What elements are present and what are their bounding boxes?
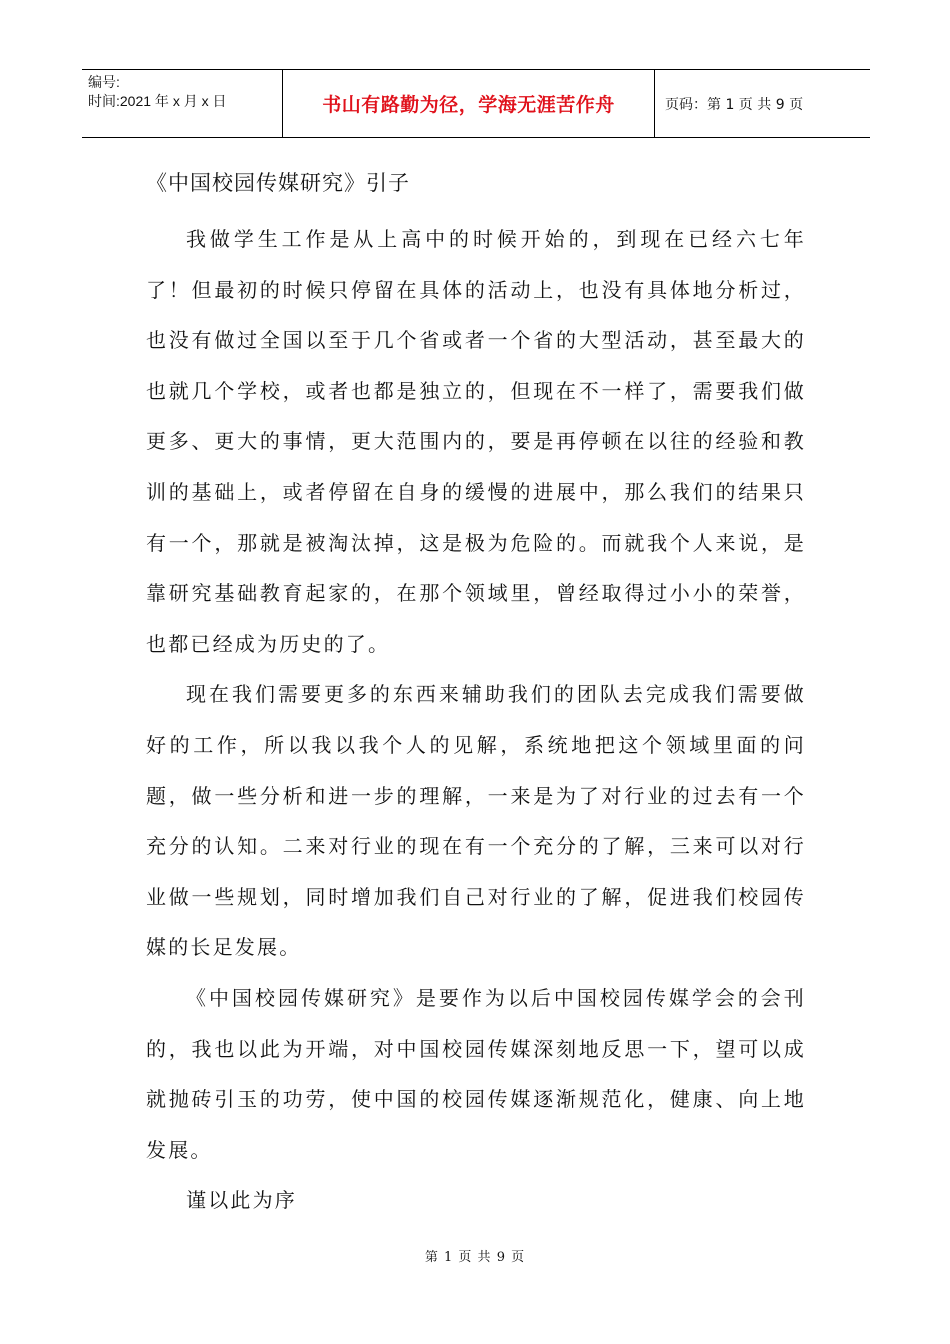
paragraph: 我做学生工作是从上高中的时候开始的，到现在已经六七年了！但最初的时候只停留在具体的活动上，也没有具体地分析过，也没有做过全国以至于几个省或者一个省的大型活动，甚至最大的也就几个学校，或者也都是独立的，但现在不一样了，需要我们做更多、更大的事情，更大范围内的，要是再停顿在以往的经验和教训的基础上，或者停留在自身的缓慢的进展中，那么我们的结果只有一个，那就是被淘汰掉，这是极为危险的。而就我个人来说，是靠研究基础教育起家的，在那个领域里，曾经取得过小小的荣誉，也都已经成为历史的了。 [146,227,806,656]
header-meta [82,70,283,137]
document-header [82,69,870,138]
number-label: 编号: [88,74,120,90]
paragraph: 现在我们需要更多的东西来辅助我们的团队去完成我们需要做好的工作，所以我以我个人的见解，系统地把这个领域里面的问题，做一些分析和进一步的理解，一来是为了对行业的过去有一个充分的认知。二来对行业的现在有一个充分的了解，三来可以对行业做一些规划，同时增加我们自己对行业的了解，促进我们校园传媒的长足发展。 [146,682,806,960]
header-motto: 书山有路勤为径，学海无涯苦作舟 [283,70,655,137]
document-body [146,214,806,1226]
closing-line: 谨以此为序 [186,1188,297,1213]
paragraph: 《中国校园传媒研究》是要作为以后中国校园传媒学会的会刊的，我也以此为开端，对中国校园传媒深刻地反思一下，望可以成就抛砖引玉的功劳，使中国的校园传媒逐渐规范化，健康、向上地发展。 [146,985,806,1162]
header-page-info: 页码：第 1 页 共 9 页 [665,96,804,113]
date-label: 时间:2021 年 x 月 x 日 [88,93,227,109]
document-title: 《中国校园传媒研究》引子 [146,171,410,195]
page-footer: 第 1 页 共 9 页 [424,1250,526,1265]
